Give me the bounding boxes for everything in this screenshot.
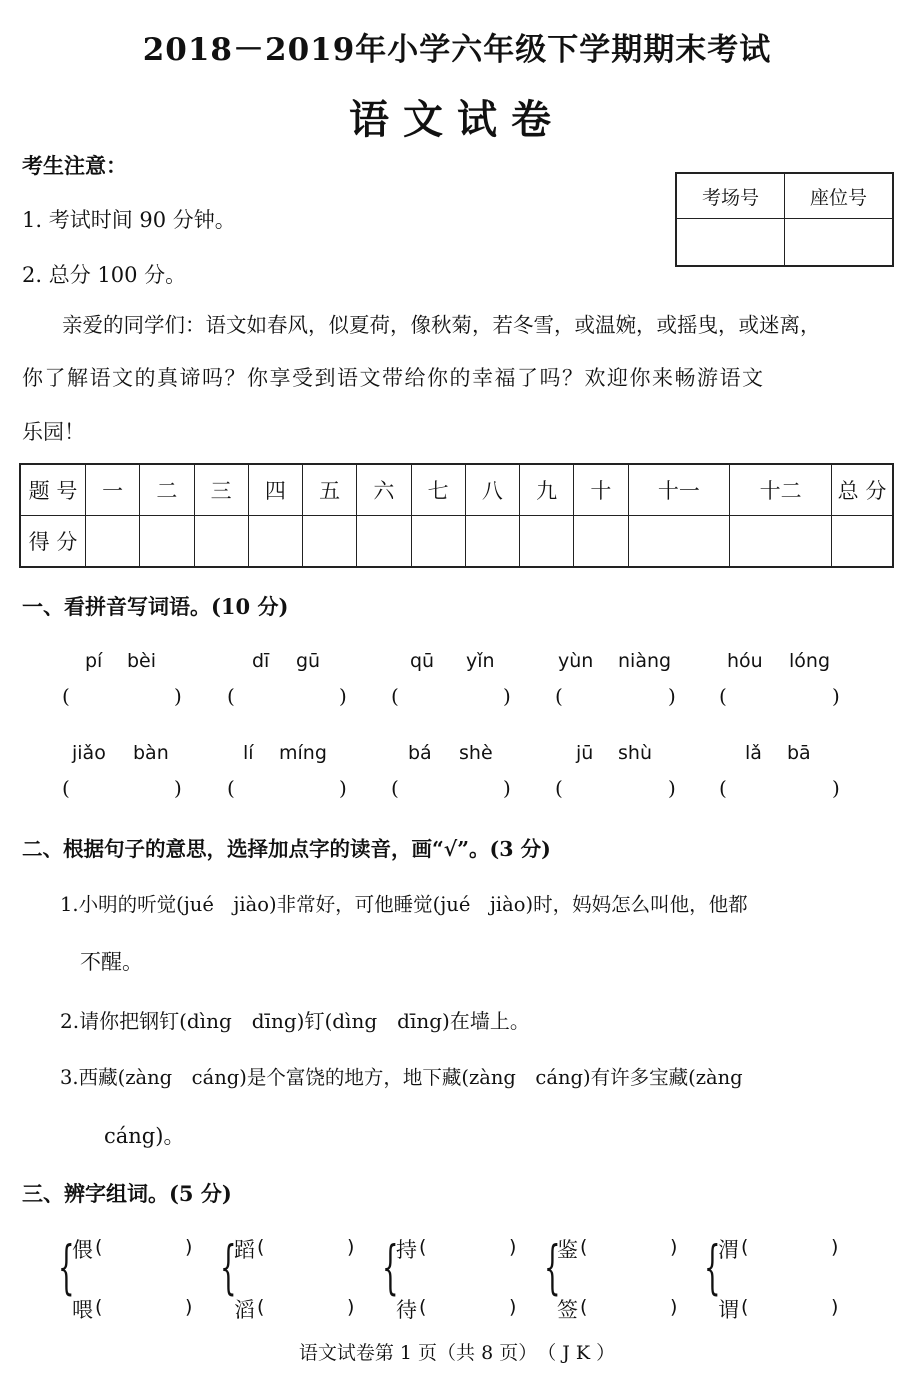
answer-paren-close: ) xyxy=(509,1236,517,1258)
answer-paren-close: ) xyxy=(347,1236,355,1258)
answer-paren-close: ) xyxy=(339,684,347,708)
seat-number-cell[interactable] xyxy=(785,219,894,267)
answer-paren-close: ) xyxy=(668,776,676,800)
exam-subtitle: 语文试卷 xyxy=(349,96,565,143)
character: 蹈 xyxy=(234,1238,255,1262)
group-brace: { xyxy=(704,1233,721,1301)
answer-paren-open: ( xyxy=(719,776,727,800)
score-header-5: 五 xyxy=(303,464,357,516)
answer-paren-open: ( xyxy=(257,1236,265,1258)
intro-line-2: 你了解语文的真谛吗？你享受到语文带给你的幸福了吗？欢迎你来畅游语文 xyxy=(22,366,765,390)
answer-paren-close: ) xyxy=(174,776,182,800)
score-header-11: 十一 xyxy=(628,464,730,516)
answer-paren-open: ( xyxy=(391,684,399,708)
pinyin-word: lóng xyxy=(789,650,831,672)
question-2-1-line-1: 1.小明的听觉(jué jiào)非常好，可他睡觉(jué jiào)时，妈妈怎么叫他，他都 xyxy=(60,893,748,916)
character: 谓 xyxy=(718,1298,739,1322)
score-cell-6[interactable] xyxy=(357,516,411,568)
score-header-1: 一 xyxy=(86,464,140,516)
pinyin-word: jiǎo xyxy=(72,742,106,764)
answer-paren-open: ( xyxy=(555,684,563,708)
character: 鉴 xyxy=(557,1238,578,1262)
answer-paren-open: ( xyxy=(227,776,235,800)
pinyin-word: shè xyxy=(459,742,493,764)
answer-paren-open: ( xyxy=(95,1296,103,1318)
answer-paren-open: ( xyxy=(580,1236,588,1258)
pinyin-word: bā xyxy=(787,742,811,764)
score-cell-total[interactable] xyxy=(832,516,894,568)
question-2-1-line-2: 不醒。 xyxy=(80,950,143,974)
score-cell-4[interactable] xyxy=(248,516,302,568)
answer-paren-close: ) xyxy=(831,1236,839,1258)
score-header-9: 九 xyxy=(520,464,574,516)
question-2-3-line-1: 3.西藏(zàng cáng)是个富饶的地方，地下藏(zàng cáng)有许多宝藏(zàng xyxy=(60,1066,743,1089)
character: 渭 xyxy=(718,1238,739,1262)
pinyin-word: niàng xyxy=(618,650,672,672)
answer-paren-open: ( xyxy=(580,1296,588,1318)
exam-room-header: 考场号 xyxy=(676,173,785,219)
answer-paren-close: ) xyxy=(831,1296,839,1318)
score-header-12: 十二 xyxy=(730,464,832,516)
group-brace: { xyxy=(544,1233,561,1301)
score-cell-8[interactable] xyxy=(465,516,519,568)
group-brace: { xyxy=(58,1233,75,1301)
score-cell-5[interactable] xyxy=(303,516,357,568)
answer-paren-close: ) xyxy=(503,684,511,708)
score-header-4: 四 xyxy=(248,464,302,516)
character: 喂 xyxy=(72,1298,93,1322)
pinyin-word: gū xyxy=(296,650,321,672)
score-table xyxy=(19,463,894,568)
answer-paren-open: ( xyxy=(419,1296,427,1318)
pinyin-word: jū xyxy=(576,742,594,764)
section-1-heading: 一、看拼音写词语。(10 分) xyxy=(22,594,289,619)
answer-paren-open: ( xyxy=(95,1236,103,1258)
answer-paren-close: ) xyxy=(670,1296,678,1318)
character: 持 xyxy=(396,1238,417,1262)
pinyin-word: míng xyxy=(279,742,327,764)
answer-paren-close: ) xyxy=(185,1296,193,1318)
score-cell-7[interactable] xyxy=(411,516,465,568)
answer-paren-close: ) xyxy=(185,1236,193,1258)
section-3-heading: 三、辨字组词。(5 分) xyxy=(22,1181,232,1206)
answer-paren-close: ) xyxy=(668,684,676,708)
answer-paren-open: ( xyxy=(62,776,70,800)
page-footer: 语文试卷第 1 页（共 8 页） （ J K ） xyxy=(298,1342,616,1364)
answer-paren-close: ) xyxy=(347,1296,355,1318)
answer-paren-open: ( xyxy=(227,684,235,708)
pinyin-word: yùn xyxy=(558,650,594,672)
answer-paren-close: ) xyxy=(174,684,182,708)
pinyin-word: dī xyxy=(252,650,270,672)
seat-number-header: 座位号 xyxy=(785,173,894,219)
pinyin-word: bèi xyxy=(127,650,157,672)
score-cell-2[interactable] xyxy=(140,516,194,568)
score-cell-3[interactable] xyxy=(194,516,248,568)
score-header-2: 二 xyxy=(140,464,194,516)
score-cell-10[interactable] xyxy=(574,516,628,568)
answer-paren-open: ( xyxy=(391,776,399,800)
answer-paren-close: ) xyxy=(503,776,511,800)
pinyin-word: lǎ xyxy=(745,742,762,764)
answer-paren-open: ( xyxy=(62,684,70,708)
notice-item-time: 1. 考试时间 90 分钟。 xyxy=(22,208,236,232)
answer-paren-open: ( xyxy=(257,1296,265,1318)
score-header-6: 六 xyxy=(357,464,411,516)
score-cell-1[interactable] xyxy=(86,516,140,568)
character: 滔 xyxy=(234,1298,255,1322)
answer-paren-close: ) xyxy=(509,1296,517,1318)
notice-heading: 考生注意： xyxy=(22,153,127,178)
answer-paren-close: ) xyxy=(832,776,840,800)
answer-paren-open: ( xyxy=(719,684,727,708)
notice-item-score: 2. 总分 100 分。 xyxy=(22,263,187,287)
score-header-10: 十 xyxy=(574,464,628,516)
question-2-3-line-2: cáng)。 xyxy=(104,1124,185,1148)
answer-paren-open: ( xyxy=(741,1296,749,1318)
pinyin-word: lí xyxy=(243,742,254,764)
score-header-7: 七 xyxy=(411,464,465,516)
exam-title: 2018－2019年小学六年级下学期期末考试 xyxy=(142,32,772,68)
exam-room-cell[interactable] xyxy=(676,219,785,267)
pinyin-word: pí xyxy=(85,650,103,672)
section-2-heading: 二、根据句子的意思，选择加点字的读音，画“√”。(3 分) xyxy=(22,837,551,861)
intro-line-1: 亲爱的同学们：语文如春风，似夏荷，像秋菊，若冬雪，或温婉，或摇曳，或迷离， xyxy=(62,313,821,337)
pinyin-word: shù xyxy=(618,742,652,764)
answer-paren-open: ( xyxy=(741,1236,749,1258)
character: 待 xyxy=(396,1298,417,1322)
answer-paren-open: ( xyxy=(419,1236,427,1258)
score-cell-12[interactable] xyxy=(730,516,832,568)
group-brace: { xyxy=(382,1233,399,1301)
group-brace: { xyxy=(220,1233,237,1301)
seat-table xyxy=(675,172,894,267)
pinyin-word: qū xyxy=(410,650,435,672)
score-cell-11[interactable] xyxy=(628,516,730,568)
answer-paren-open: ( xyxy=(555,776,563,800)
score-row-label: 得 分 xyxy=(20,516,86,568)
answer-paren-close: ) xyxy=(670,1236,678,1258)
character: 偎 xyxy=(72,1238,93,1262)
pinyin-word: yǐn xyxy=(466,650,495,672)
intro-line-3: 乐园！ xyxy=(22,420,85,444)
pinyin-word: hóu xyxy=(727,650,763,672)
question-2-2: 2.请你把钢钉(dìng dīng)钉(dìng dīng)在墙上。 xyxy=(60,1009,530,1033)
score-header-8: 八 xyxy=(465,464,519,516)
score-header-3: 三 xyxy=(194,464,248,516)
pinyin-word: bàn xyxy=(133,742,169,764)
score-header-label: 题 号 xyxy=(20,464,86,516)
answer-paren-close: ) xyxy=(339,776,347,800)
character: 签 xyxy=(557,1298,578,1322)
answer-paren-close: ) xyxy=(832,684,840,708)
score-cell-9[interactable] xyxy=(520,516,574,568)
score-header-total: 总 分 xyxy=(832,464,894,516)
pinyin-word: bá xyxy=(408,742,432,764)
